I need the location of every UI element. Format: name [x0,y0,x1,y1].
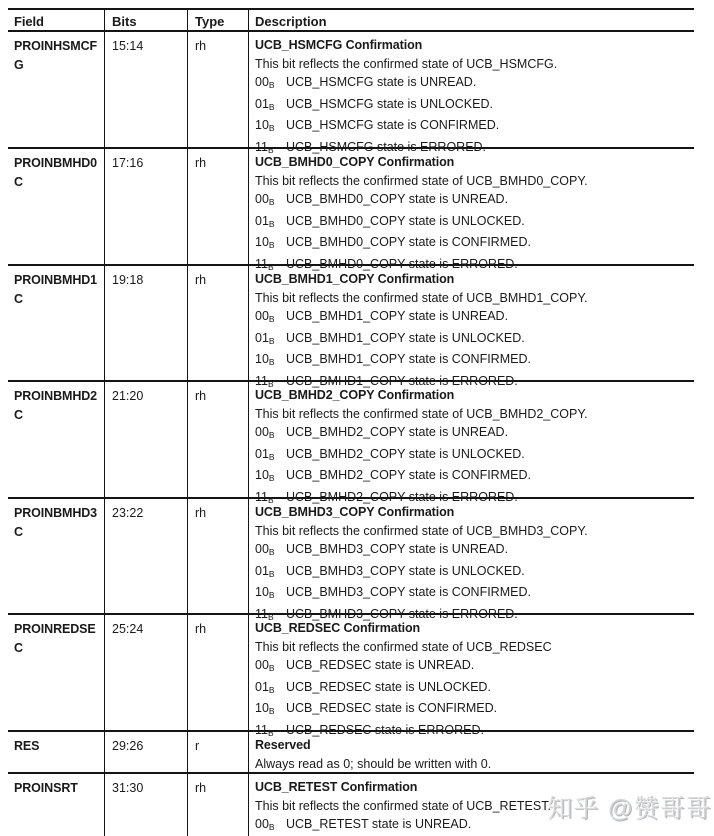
value-text: UCB_HSMCFG state is UNREAD. [286,75,477,90]
register-field-table [8,8,694,836]
value-text: UCB_RETEST state is UNREAD. [286,817,472,832]
value-line [255,583,690,605]
value-line [255,423,690,445]
value-code: $01_B$ [255,679,275,695]
value-text: UCB_BMHD3_COPY state is UNLOCKED. [286,563,525,578]
access-type: rh [188,266,249,380]
value-text: UCB_BMHD2_COPY state is UNREAD. [286,425,509,440]
access-type: r [188,732,249,772]
value-text: UCB_HSMCFG state is UNLOCKED. [286,96,493,111]
table-header-row [8,10,694,32]
field-name: PROINREDSEC [8,615,105,730]
value-code: $11_B$ [255,256,274,272]
value-line [255,116,690,138]
description-text: This bit reflects the confirmed state of UCB_BMHD2_COPY. [255,406,588,421]
table-row [8,266,694,389]
value-line [255,466,690,488]
value-text: UCB_REDSEC state is CONFIRMED. [286,701,498,716]
value-code: $00_B$ [255,309,275,325]
value-text: UCB_BMHD1_COPY state is UNREAD. [286,309,509,324]
description-title: UCB_HSMCFG Confirmation [255,38,423,52]
description-cell [249,499,694,622]
value-code: $00_B$ [255,192,275,208]
value-line [255,540,690,562]
value-code: $01_B$ [255,563,275,579]
value-line [255,656,690,678]
value-code: $00_B$ [255,817,275,833]
column-header-type: Type [188,10,249,30]
value-code: $11_B$ [255,489,274,505]
access-type: rh [188,499,249,613]
value-line [255,562,690,584]
value-code: $10_B$ [255,468,275,484]
value-text: UCB_BMHD2_COPY state is ERRORED. [286,489,518,504]
value-line [255,307,690,329]
description-text: This bit reflects the confirmed state of UCB_RETEST. [255,798,551,813]
value-code: $10_B$ [255,235,275,251]
table-row [8,32,694,155]
value-text: UCB_BMHD1_COPY state is ERRORED. [286,373,518,388]
value-text: UCB_BMHD0_COPY state is UNREAD. [286,192,509,207]
table-row [8,615,694,738]
value-line [255,190,690,212]
value-code: $01_B$ [255,330,275,346]
value-line [255,699,690,721]
value-line [255,233,690,255]
value-text: UCB_BMHD2_COPY state is UNLOCKED. [286,446,525,461]
table-row [8,149,694,272]
description-text: This bit reflects the confirmed state of UCB_HSMCFG. [255,56,558,71]
value-text: UCB_HSMCFG state is ERRORED. [286,139,487,154]
value-text: UCB_BMHD3_COPY state is ERRORED. [286,606,518,621]
column-header-bits: Bits [105,10,188,30]
bits-range: 31:30 [105,774,188,836]
value-code: $11_B$ [255,139,274,155]
access-type: rh [188,32,249,147]
description-title: UCB_BMHD3_COPY Confirmation [255,505,455,519]
value-text: UCB_BMHD0_COPY state is ERRORED. [286,256,518,271]
value-code: $10_B$ [255,585,275,601]
table-row [8,499,694,622]
value-line [255,212,690,234]
value-line [255,678,690,700]
bits-range: 17:16 [105,149,188,264]
value-code: $01_B$ [255,96,275,112]
access-type: rh [188,149,249,264]
column-header-description: Description [255,14,327,29]
field-name: RES [8,732,105,772]
description-cell [249,266,694,389]
field-name: PROINBMHD2C [8,382,105,497]
value-text: UCB_REDSEC state is UNLOCKED. [286,679,491,694]
access-type: rh [188,382,249,497]
value-line [255,350,690,372]
value-code: $00_B$ [255,658,275,674]
value-text: UCB_HSMCFG state is CONFIRMED. [286,118,500,133]
description-title: UCB_REDSEC Confirmation [255,621,421,635]
value-code: $11_B$ [255,373,274,389]
field-name: PROINBMHD1C [8,266,105,380]
value-line [255,95,690,117]
table-row [8,732,694,774]
value-text: UCB_BMHD3_COPY state is CONFIRMED. [286,585,531,600]
description-text: This bit reflects the confirmed state of UCB_REDSEC [255,639,552,654]
description-title: UCB_BMHD2_COPY Confirmation [255,388,455,402]
value-line [255,73,690,95]
description-title: UCB_BMHD0_COPY Confirmation [255,155,455,169]
value-code: $00_B$ [255,425,275,441]
value-code: $11_B$ [255,606,274,622]
bits-range: 15:14 [105,32,188,147]
description-text: This bit reflects the confirmed state of UCB_BMHD0_COPY. [255,173,588,188]
value-code: $01_B$ [255,446,275,462]
value-code: $00_B$ [255,75,275,91]
field-name: PROINHSMCFG [8,32,105,147]
access-type: rh [188,774,249,836]
description-cell [249,149,694,272]
bits-range: 19:18 [105,266,188,380]
value-line [255,445,690,467]
value-text: UCB_BMHD3_COPY state is UNREAD. [286,542,509,557]
description-title: Reserved [255,738,311,752]
table-row [8,382,694,505]
description-text: This bit reflects the confirmed state of UCB_BMHD3_COPY. [255,523,588,538]
value-text: UCB_BMHD2_COPY state is CONFIRMED. [286,468,531,483]
column-header-field: Field [8,10,105,30]
value-code: $01_B$ [255,213,275,229]
value-text: UCB_BMHD0_COPY state is CONFIRMED. [286,235,531,250]
field-name: PROINBMHD0C [8,149,105,264]
value-text: UCB_BMHD0_COPY state is UNLOCKED. [286,213,525,228]
value-text: UCB_BMHD1_COPY state is CONFIRMED. [286,352,531,367]
description-cell [249,615,694,738]
description-cell [249,732,694,772]
description-title: UCB_BMHD1_COPY Confirmation [255,272,455,286]
value-text: UCB_BMHD1_COPY state is UNLOCKED. [286,330,525,345]
value-text: UCB_REDSEC state is UNREAD. [286,658,475,673]
field-name: PROINSRT [8,774,105,836]
description-text: This bit reflects the confirmed state of UCB_BMHD1_COPY. [255,290,588,305]
value-code: $10_B$ [255,118,275,134]
description-title: UCB_RETEST Confirmation [255,780,418,794]
value-line [255,329,690,351]
value-text: UCB_REDSEC state is ERRORED. [286,722,484,737]
description-cell [249,382,694,505]
access-type: rh [188,615,249,730]
bits-range: 29:26 [105,732,188,772]
field-name: PROINBMHD3C [8,499,105,613]
bits-range: 21:20 [105,382,188,497]
value-code: $11_B$ [255,722,274,738]
description-cell [249,32,694,155]
value-code: $00_B$ [255,542,275,558]
description-text: Always read as 0; should be written with 0. [255,756,492,771]
bits-range: 23:22 [105,499,188,613]
value-code: $10_B$ [255,352,275,368]
zhihu-watermark: 知乎 @赞哥哥 [547,795,712,823]
bits-range: 25:24 [105,615,188,730]
value-code: $10_B$ [255,701,275,717]
